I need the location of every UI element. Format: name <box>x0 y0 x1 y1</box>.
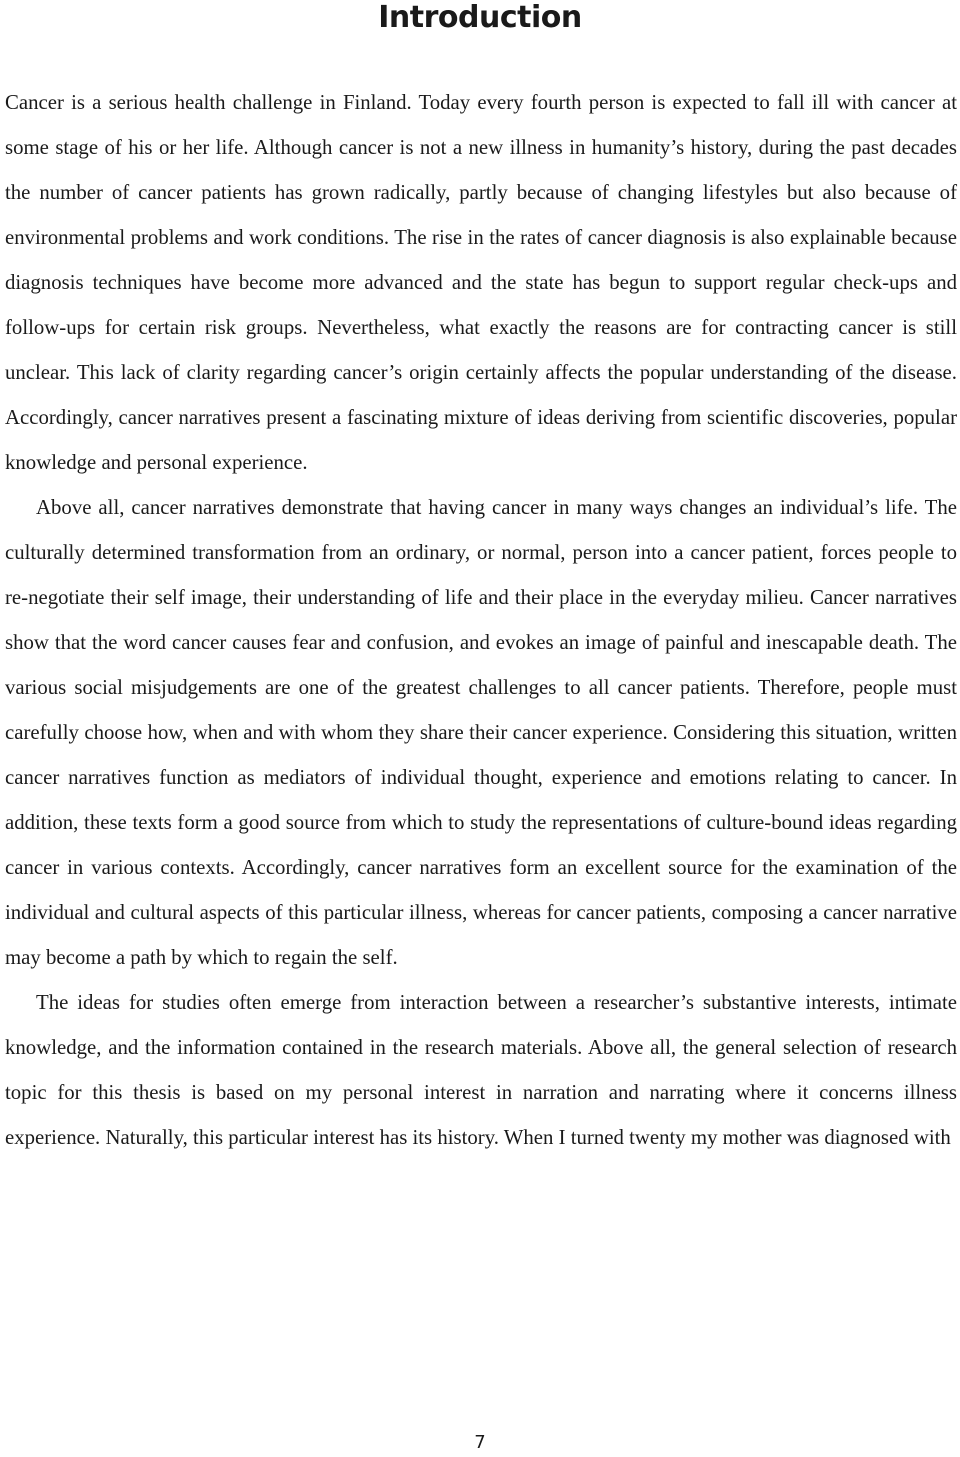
paragraph-1: Cancer is a serious health challenge in Finland. Today every fourth person is expected to fall ill with cancer at some stage of his or her life. Although cancer is not a new illness in humanity’s history, during the past decades the number of cancer patients has grown radically, partly because of changing lifestyles but also because of environmental problems and work conditions. The rise in the rates of cancer diagnosis is also explainable because diagnosis techniques have become more advanced and the state has begun to support regular check-ups and follow-ups for certain risk groups. Nevertheless, what exactly the reasons are for contracting cancer is still unclear. This lack of clarity regarding cancer’s origin certainly affects the popular understanding of the disease. Accordingly, cancer narratives present a fascinating mixture of ideas deriving from scientific discoveries, popular knowledge and personal experience. <box>5 91 957 474</box>
page-number: 7 <box>474 1432 486 1453</box>
section-heading: Introduction <box>378 0 582 35</box>
paragraph-3: The ideas for studies often emerge from interaction between a researcher’s substantive interests, intimate knowledge, and the information contained in the research materials. Above all, the general selection of research topic for this thesis is based on my personal interest in narration and narrating where it concerns illness experience. Naturally, this particular interest has its history. When I turned twenty my mother was diagnosed with <box>5 991 957 1149</box>
body-text <box>5 80 957 1160</box>
paragraph-2: Above all, cancer narratives demonstrate that having cancer in many ways changes an individual’s life. The culturally determined transformation from an ordinary, or normal, person into a cancer patient, forces people to re-negotiate their self image, their understanding of life and their place in the everyday milieu. Cancer narratives show that the word cancer causes fear and confusion, and evokes an image of painful and inescapable death. The various social misjudgements are one of the greatest challenges to all cancer patients. Therefore, people must carefully choose how, when and with whom they share their cancer experience. Considering this situation, written cancer narratives function as mediators of individual thought, experience and emotions relating to cancer. In addition, these texts form a good source from which to study the representations of culture-bound ideas regarding cancer in various contexts. Accordingly, cancer narratives form an excellent source for the examination of the individual and cultural aspects of this particular illness, whereas for cancer patients, composing a cancer narrative may become a path by which to regain the self. <box>5 496 957 969</box>
